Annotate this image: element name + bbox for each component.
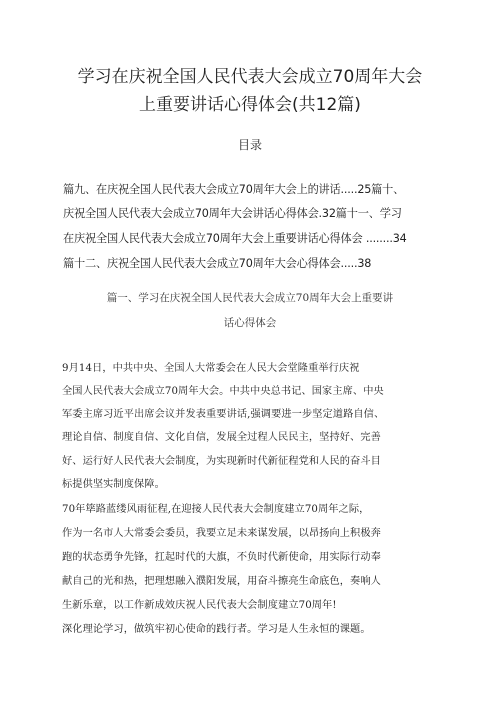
body-line: 9月14日，中共中央、全国人大常委会在人民大会堂隆重举行庆祝 bbox=[62, 363, 360, 374]
body-line: 跑的状态勇争先锋，扛起时代的大旗，不负时代新使命，用实际行动奉 bbox=[62, 552, 381, 563]
toc-heading: 目录 bbox=[237, 138, 262, 152]
document-title-line-2: 上重要讲话心得体会(共12篇) bbox=[139, 95, 361, 115]
body-line: 生新乐章，以工作新成效庆祝人民代表大会制度建立70周年! bbox=[62, 600, 337, 611]
body-line: 好、运行好人民代表大会制度，为实现新时代新征程党和人民的奋斗目 bbox=[62, 456, 381, 467]
body-line: 70年筚路蓝缕风雨征程,在迎接人民代表大会制度建立70周年之际， bbox=[62, 504, 370, 515]
section-title-line-2: 话心得体会 bbox=[223, 317, 277, 329]
body-line: 军委主席习近平出席会议并发表重要讲话,强调要进一步坚定道路自信、 bbox=[62, 409, 385, 420]
body-line: 深化理论学习，做筑牢初心使命的践行者。学习是人生永恒的课题。 bbox=[62, 624, 371, 635]
body-line: 标提供坚实制度保障。 bbox=[62, 479, 165, 490]
section-title-line-1: 篇一、学习在庆祝全国人民代表大会成立70周年大会上重要讲 bbox=[106, 292, 394, 304]
toc-line: 篇十二、庆祝全国人民代表大会成立70周年大会心得体会.....38 bbox=[63, 257, 372, 270]
body-line: 作为一名市人大常委会委员，我要立足未来谋发展，以昂扬向上积极奔 bbox=[62, 528, 381, 539]
toc-line: 庆祝全国人民代表大会成立70周年大会讲话心得体会.32篇十一、学习 bbox=[63, 207, 402, 220]
body-line: 献自己的光和热，把理想融入濮阳发展，用奋斗擦亮生命底色，奏响人 bbox=[62, 576, 381, 587]
document-title-line-1: 学习在庆祝全国人民代表大会成立70周年大会 bbox=[77, 67, 423, 87]
body-line: 全国人民代表大会成立70周年大会。中共中央总书记、国家主席、中央 bbox=[62, 386, 384, 397]
body-line: 理论自信、制度自信、文化自信，发展全过程人民民主，坚持好、完善 bbox=[62, 432, 381, 443]
toc-line: 在庆祝全国人民代表大会成立70周年大会上重要讲话心得体会 ........34 bbox=[63, 232, 407, 245]
toc-line: 篇九、在庆祝全国人民代表大会成立70周年大会上的讲话.....25篇十、 bbox=[63, 183, 405, 196]
